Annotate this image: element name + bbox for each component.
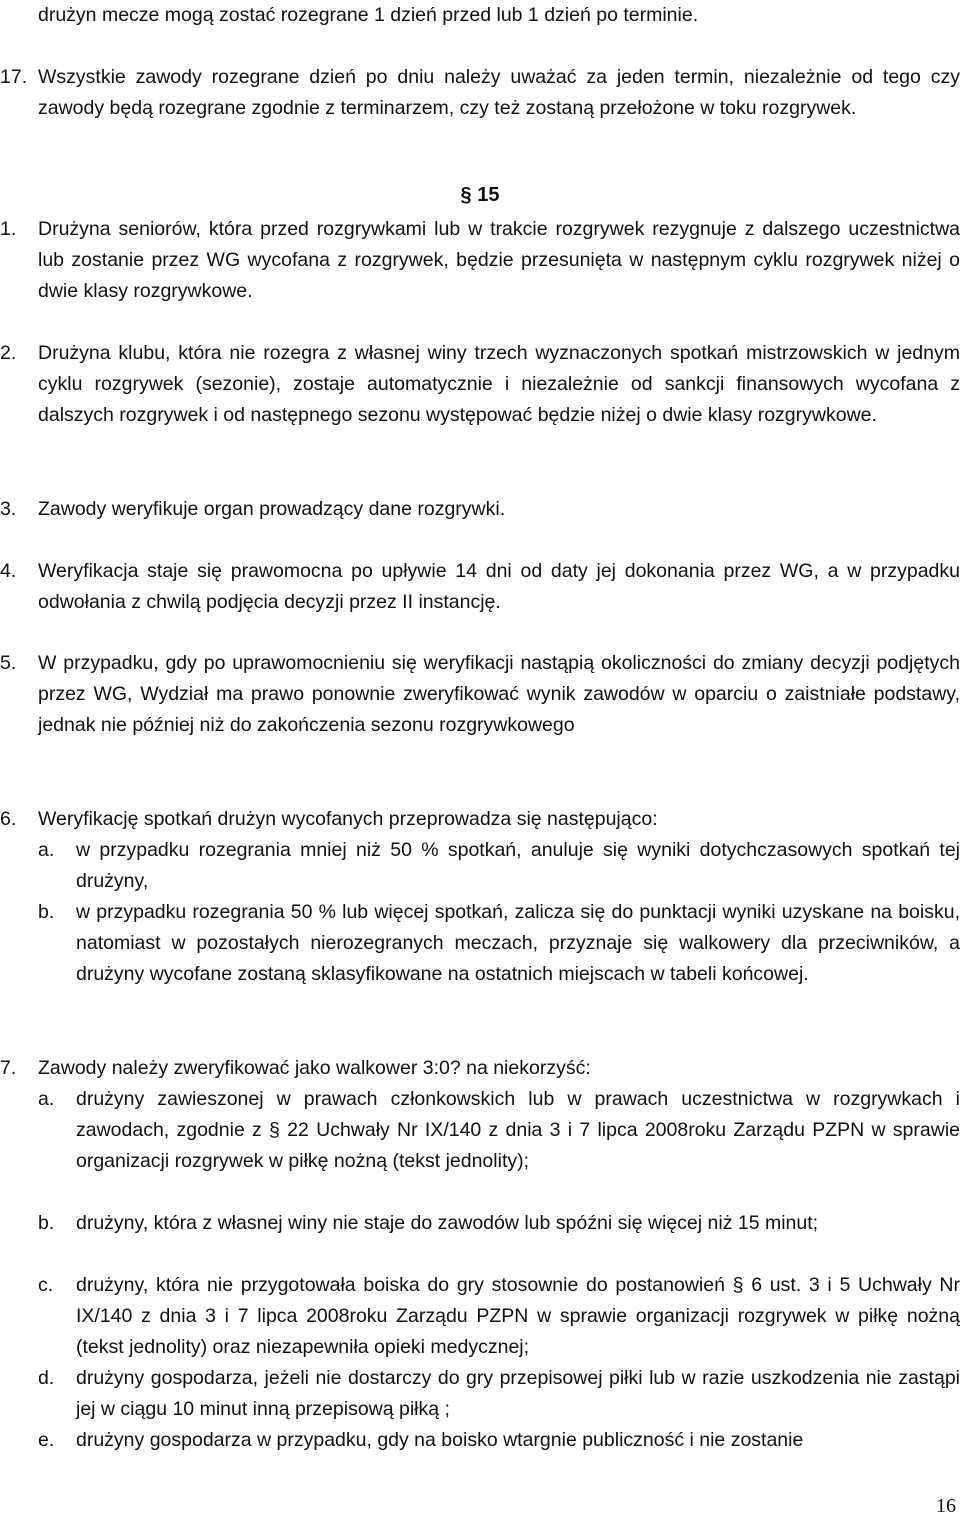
item-7-sub-a xyxy=(38,1084,960,1177)
item-6-sub-b xyxy=(38,897,960,990)
item-text: W przypadku, gdy po uprawomocnieniu się weryfikacji nastąpią okoliczności do zmiany decyzji podjętych przez WG, Wydział ma prawo ponownie zweryfikować wynik zawodów w oparciu o zaistniałe podstawy, jednak nie później niż do zakończenia sezonu rozgrywkowego xyxy=(38,652,960,736)
item-number: 4. xyxy=(0,560,17,582)
sub-letter: a. xyxy=(38,1088,55,1110)
page-number: 16 xyxy=(936,1495,956,1517)
item-7-sub-e xyxy=(38,1425,960,1456)
item-3 xyxy=(0,494,960,525)
item-7 xyxy=(0,1053,960,1084)
sub-text: w przypadku rozegrania 50 % lub więcej spotkań, zalicza się do punktacji wyniki uzyskane na boisku, natomiast w pozostałych nierozegranych meczach, przyznaje się walkowery dla przeciwników, a drużyny wycofane zostaną sklasyfikowane na ostatnich miejscach w tabeli końcowej. xyxy=(76,901,960,985)
item-number: 3. xyxy=(0,498,17,520)
item-7-sub-c xyxy=(38,1270,960,1363)
sub-text: drużyny gospodarza, jeżeli nie dostarczy do gry przepisowej piłki lub w razie uszkodzenia nie zastąpi jej w ciągu 10 minut inną przepisową piłką ; xyxy=(76,1367,960,1420)
item-text: Weryfikację spotkań drużyn wycofanych przeprowadza się następująco: xyxy=(38,808,658,830)
item-5 xyxy=(0,648,960,741)
item-2 xyxy=(0,338,960,431)
sub-text: drużyny gospodarza w przypadku, gdy na boisko wtargnie publiczność i nie zostanie xyxy=(76,1429,804,1451)
item-number: 7. xyxy=(0,1057,17,1079)
item-text: Weryfikacja staje się prawomocna po upływie 14 dni od daty jej dokonania przez WG, a w przypadku odwołania z chwilą podjęcia decyzji przez II instancję. xyxy=(38,560,960,613)
paragraph-number: 17. xyxy=(0,66,28,88)
sub-letter: b. xyxy=(38,901,55,923)
paragraph-17 xyxy=(0,62,960,124)
sub-letter: d. xyxy=(38,1367,55,1389)
item-4 xyxy=(0,556,960,618)
paragraph-text: Wszystkie zawody rozegrane dzień po dniu należy uważać za jeden termin, niezależnie od tego czy zawody będą rozegrane zgodnie z terminarzem, czy też zostaną przełożone w toku rozgrywek. xyxy=(38,66,960,119)
item-number: 6. xyxy=(0,808,17,830)
sub-text: w przypadku rozegrania mniej niż 50 % spotkań, anuluje się wyniki dotychczasowych spotkań tej drużyny, xyxy=(76,839,960,892)
sub-text: drużyny, która z własnej winy nie staje do zawodów lub spóźni się więcej niż 15 minut; xyxy=(76,1212,819,1234)
item-text: Drużyna seniorów, która przed rozgrywkami lub w trakcie rozgrywek rezygnuje z dalszego uczestnictwa lub zostanie przez WG wycofana z rozgrywek, będzie przesunięta w następnym cyklu rozgrywek niżej o dwie klasy rozgrywkowe. xyxy=(38,218,960,302)
item-text: Zawody weryfikuje organ prowadzący dane rozgrywki. xyxy=(38,498,506,520)
sub-letter: c. xyxy=(38,1274,54,1296)
sub-text: drużyny zawieszonej w prawach członkowskich lub w prawach uczestnictwa w rozgrywkach i zawodach, zgodnie z § 22 Uchwały Nr IX/140 z dnia 3 i 7 lipca 2008roku Zarządu PZPN w sprawie organizacji rozgrywek w piłkę nożną (tekst jednolity); xyxy=(76,1088,960,1172)
item-6-sub-a xyxy=(38,835,960,897)
item-6 xyxy=(0,804,960,835)
item-7-sub-b xyxy=(38,1208,960,1239)
intro-line: drużyn mecze mogą zostać rozegrane 1 dzień przed lub 1 dzień po terminie. xyxy=(38,4,699,26)
sub-letter: e. xyxy=(38,1429,55,1451)
item-number: 1. xyxy=(0,218,17,240)
item-number: 2. xyxy=(0,342,17,364)
item-1 xyxy=(0,214,960,307)
item-7-sub-d xyxy=(38,1363,960,1425)
item-text: Zawody należy zweryfikować jako walkower 3:0? na niekorzyść: xyxy=(38,1057,591,1079)
sub-letter: a. xyxy=(38,839,55,861)
item-text: Drużyna klubu, która nie rozegra z własnej winy trzech wyznaczonych spotkań mistrzowskich w jednym cyklu rozgrywek (sezonie), zostaje automatycznie i niezależnie od sankcji finansowych wycofana z dalszych rozgrywek i od następnego sezonu występować będzie niżej o dwie klasy rozgrywkowe. xyxy=(38,342,960,426)
item-number: 5. xyxy=(0,652,17,674)
section-heading: § 15 xyxy=(460,184,500,206)
sub-letter: b. xyxy=(38,1212,55,1234)
sub-text: drużyny, która nie przygotowała boiska do gry stosownie do postanowień § 6 ust. 3 i 5 Uchwały Nr IX/140 z dnia 3 i 7 lipca 2008roku Zarządu PZPN w sprawie organizacji rozgrywek w piłkę nożną (tekst jednolity) oraz niezapewniła opieki medycznej; xyxy=(76,1274,960,1358)
